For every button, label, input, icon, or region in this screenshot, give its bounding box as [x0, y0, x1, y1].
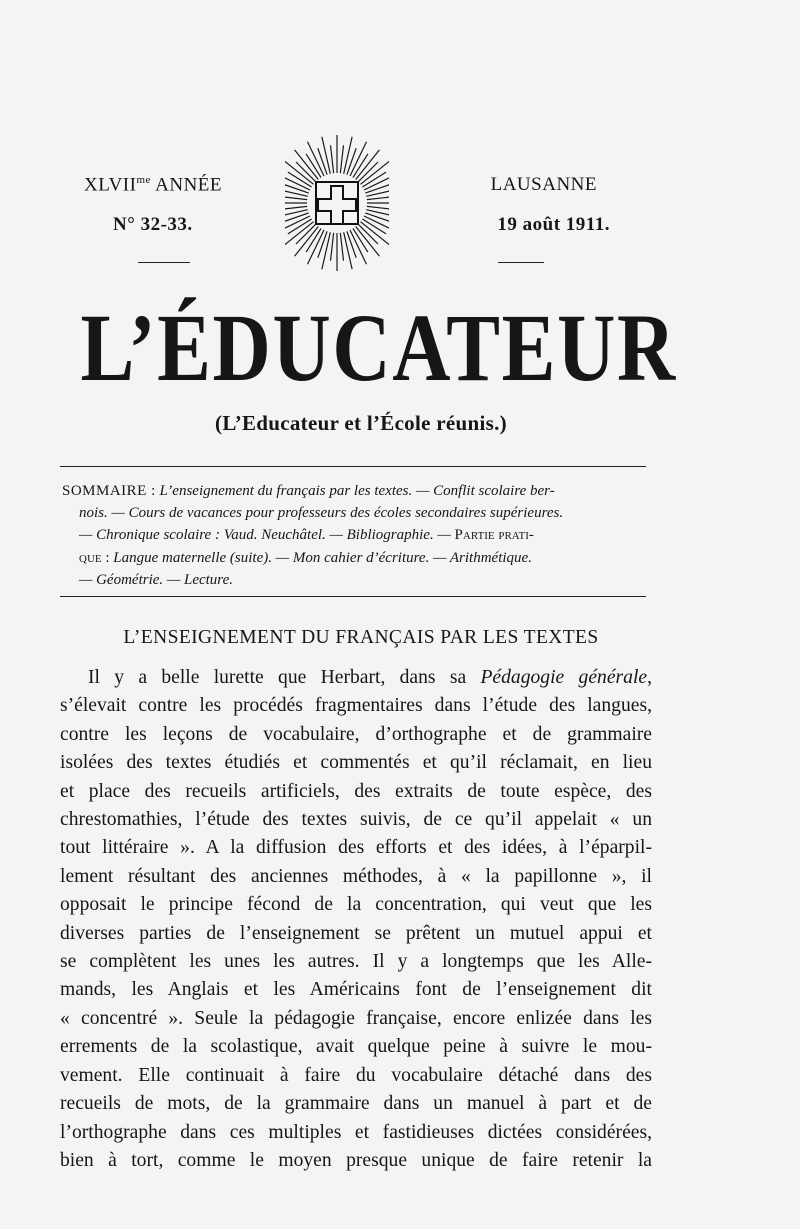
emblem-ray	[322, 232, 330, 269]
emblem-ray	[285, 206, 307, 209]
body-line: vement. Elle continuait à faire du vocabulaire détaché dans des	[60, 1064, 652, 1086]
body-line: lement résultant des anciennes méthodes, à « la papillonne », il	[60, 865, 652, 887]
journal-title: L’ÉDUCATEUR	[80, 294, 677, 401]
sommaire	[62, 480, 647, 591]
emblem-ray	[285, 216, 310, 232]
body-line: l’orthographe dans ces multiples et fastidieuses dictées considérées,	[60, 1121, 652, 1143]
emblem-ray	[285, 197, 307, 200]
emblem-ray	[364, 173, 389, 189]
journal-subtitle: (L’Educateur et l’École réunis.)	[215, 411, 507, 435]
body-line: diverses parties de l’enseignement se prêtent un mutuel appui et	[60, 922, 652, 944]
sommaire-partie: Partie prati-	[454, 527, 534, 544]
emblem-ray	[344, 137, 352, 174]
body-line: se complètent les unes les autres. Il y a longtemps que les Alle-	[60, 951, 652, 973]
swiss-cross-emblem-icon	[285, 128, 389, 278]
emblem-ray	[344, 232, 352, 269]
emblem-ray	[340, 233, 343, 261]
body-line: mands, les Anglais et les Américains font de l’enseignement dit	[60, 979, 652, 1001]
emblem-ray	[367, 197, 389, 200]
section-title: L’ENSEIGNEMENT DU FRANÇAIS PAR LES TEXTES	[123, 627, 599, 648]
body-line: recueils de mots, de la grammaire dans un manuel à part et de	[60, 1093, 652, 1115]
sommaire-line-2: nois. — Cours de vacances pour professeurs des écoles secondaires supérieures.	[79, 505, 564, 522]
sommaire-que: que :	[79, 549, 110, 566]
body-line: bien à tort, comme le moyen presque unique de faire retenir la	[60, 1149, 652, 1171]
emblem-ray	[340, 145, 343, 173]
body-line: opposait le principe fécond de la concentration, qui veut que les	[60, 894, 652, 916]
emblem-ray	[367, 206, 389, 209]
body-line: et place des recueils artificiels, des extraits de toute espèce, des	[60, 780, 652, 802]
rule-top	[60, 466, 646, 467]
body-line: tout littéraire ». A la diffusion des efforts et des idées, à l’éparpil-	[60, 837, 652, 859]
annee-label: $XLVII^{me}$ ANNÉE	[84, 174, 222, 196]
sommaire-label: SOMMAIRE :	[62, 483, 156, 499]
sommaire-line-1: L’enseignement du français par les textes. — Conflit scolaire ber-	[159, 483, 555, 499]
date-label: 19 août 1911.	[497, 214, 610, 235]
sommaire-line-3: — Chronique scolaire : Vaud. Neuchâtel. — Bibliographie. —	[79, 527, 451, 544]
body-line: isolées des textes étudiés et commentés et qu’il réclamait, en lieu	[60, 752, 652, 774]
emblem-ray	[331, 233, 334, 261]
body-line: s’élevait contre les procédés fragmentaires dans l’étude des langues,	[60, 695, 652, 717]
emblem-ray	[331, 145, 334, 173]
header-rule-right	[498, 262, 544, 263]
article-body	[60, 664, 652, 1175]
header-rule-left	[138, 262, 190, 263]
sommaire-line-4: Langue maternelle (suite). — Mon cahier d’écriture. — Arithmétique.	[113, 549, 532, 566]
emblem-ray	[364, 216, 389, 232]
rule-bottom	[60, 596, 646, 597]
body-line: contre les leçons de vocabulaire, d’orthographe et de grammaire	[60, 723, 652, 745]
sommaire-line-5: — Géométrie. — Lecture.	[79, 571, 233, 588]
body-line: Il y a belle lurette que Herbart, dans sa Pédagogie générale,	[88, 667, 652, 688]
numero-label: N° 32-33.	[113, 214, 193, 235]
body-line: errements de la scolastique, avait quelque peine à suivre le mou-	[60, 1036, 652, 1058]
emblem-ray	[322, 137, 330, 174]
emblem-ray	[285, 173, 310, 189]
body-line: chrestomathies, l’étude des textes suivis, de ce qu’il appelait « un	[60, 809, 652, 831]
body-line: « concentré ». Seule la pédagogie française, encore enlizée dans les	[60, 1007, 652, 1029]
ville-label: LAUSANNE	[490, 174, 597, 195]
